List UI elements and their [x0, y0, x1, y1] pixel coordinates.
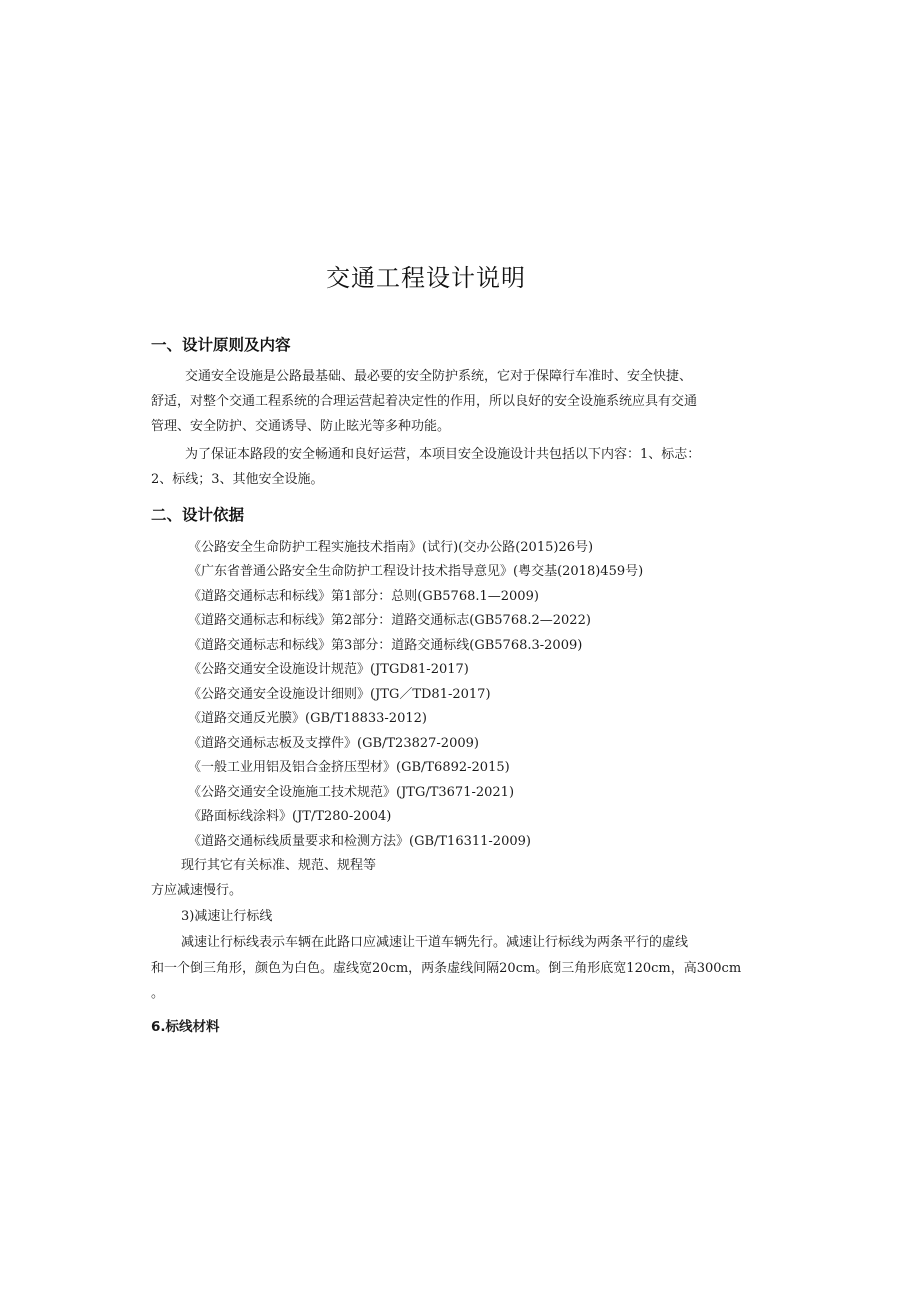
section2-other-standards: 现行其它有关标准、规范、规程等 — [181, 858, 377, 873]
section1-para2-line2: 2、标线；3、其他安全设施。 — [151, 472, 324, 487]
section1-para1-line1: 交通安全设施是公路最基础、最必要的安全防护系统，它对于保障行车准时、安全快捷、 — [185, 369, 693, 384]
section1-para2-line1: 为了保证本路段的安全畅通和良好运营，本项目安全设施设计共包括以下内容：1、标志： — [185, 447, 701, 462]
fragment-line: 方应减速慢行。 — [151, 883, 243, 898]
reference-item: 《一般工业用铝及铝合金挤压型材》(GB/T6892-2015) — [188, 760, 510, 775]
reference-item: 《公路交通安全设施设计细则》(JTG／TD81-2017) — [188, 687, 491, 702]
reference-item: 《道路交通反光膜》(GB/T18833-2012) — [188, 711, 427, 726]
reference-item: 《路面标线涂料》(JT/T280-2004) — [188, 809, 392, 824]
subsection-line3: 。 — [151, 986, 165, 1001]
section6-heading: 6.标线材料 — [151, 1019, 220, 1035]
reference-item: 《公路交通安全设施设计规范》(JTGD81-2017) — [188, 662, 469, 677]
reference-item: 《公路安全生命防护工程实施技术指南》(试行)(交办公路(2015)26号) — [188, 540, 594, 555]
subsection-heading: 3)减速让行标线 — [181, 909, 273, 924]
reference-item: 《道路交通标志板及支撑件》(GB/T23827-2009) — [188, 736, 479, 751]
subsection-line2: 和一个倒三角形，颜色为白色。虚线宽20cm，两条虚线间隔20cm。倒三角形底宽120cm，高300cm — [151, 961, 742, 976]
document-title: 交通工程设计说明 — [326, 264, 526, 292]
reference-item: 《道路交通标志和标线》第1部分：总则(GB5768.1—2009) — [188, 589, 539, 604]
reference-item: 《道路交通标志和标线》第3部分：道路交通标线(GB5768.3-2009) — [188, 638, 583, 653]
section1-para1-line2: 舒适，对整个交通工程系统的合理运营起着决定性的作用，所以良好的安全设施系统应具有交通 — [151, 394, 698, 409]
section1-heading: 一、设计原则及内容 — [151, 336, 291, 354]
subsection-line1: 减速让行标线表示车辆在此路口应减速让干道车辆先行。减速让行标线为两条平行的虚线 — [181, 935, 689, 950]
reference-item: 《道路交通标线质量要求和检测方法》(GB/T16311-2009) — [188, 834, 531, 849]
reference-item: 《公路交通安全设施施工技术规范》(JTG/T3671-2021) — [188, 785, 515, 800]
section2-heading: 二、设计依据 — [151, 506, 245, 524]
section1-para1-line3: 管理、安全防护、交通诱导、防止眩光等多种功能。 — [151, 419, 451, 434]
reference-item: 《广东省普通公路安全生命防护工程设计技术指导意见》(粤交基(2018)459号) — [188, 564, 644, 579]
reference-item: 《道路交通标志和标线》第2部分：道路交通标志(GB5768.2—2022) — [188, 613, 591, 628]
